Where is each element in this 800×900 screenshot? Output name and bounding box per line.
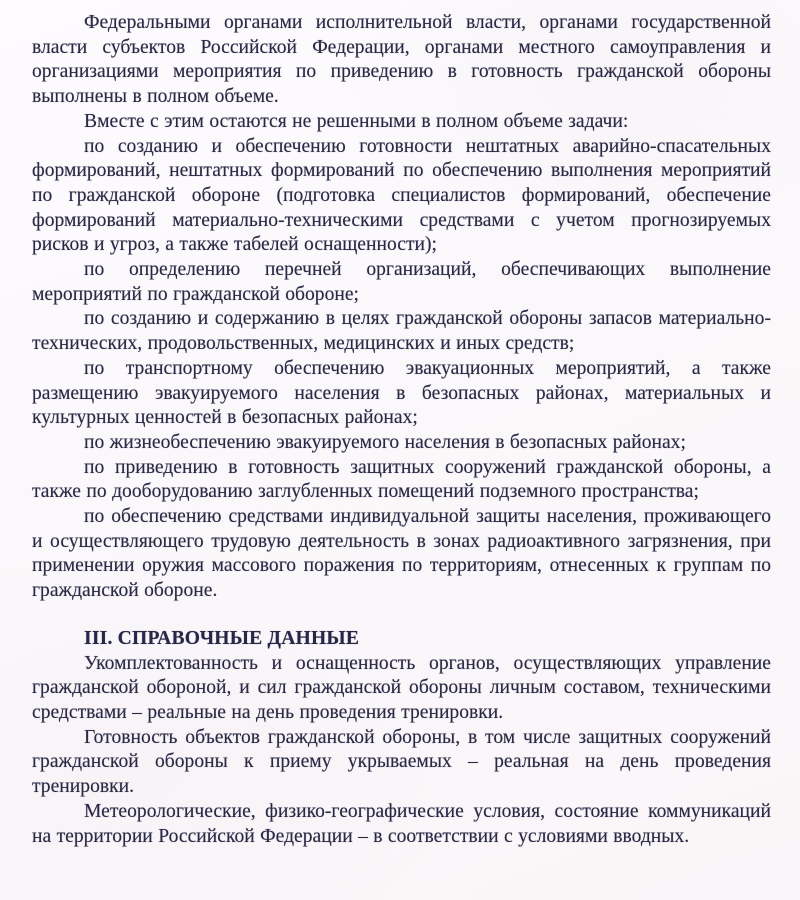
paragraph: по приведению в готовность защитных сооружений гражданской обороны, а также по дооборудованию заглубленных помещений подземного пространства; xyxy=(32,456,771,503)
paragraph: Укомплектованность и оснащенность органов, осуществляющих управление гражданской обороной, и сил гражданской обороны личным составом, техническими средствами – реальные на день проведения тренировки. xyxy=(32,652,771,723)
paragraph: по жизнеобеспечению эвакуируемого населения в безопасных районах; xyxy=(84,431,686,453)
paragraph: Метеорологические, физико-географические условия, состояние коммуникаций на территории Российской Федерации – в соответствии с условиями вводных. xyxy=(32,800,771,847)
paragraph: по транспортному обеспечению эвакуационных мероприятий, а также размещению эвакуируемого населения в безопасных районах, материальных и культурных ценностей в безопасных районах; xyxy=(32,357,771,429)
paragraph: по обеспечению средствами индивидуальной защиты населения, проживающего и осуществляющего трудовую деятельность в зонах радиоактивного загрязнения, при применении оружия массового поражения по территориям, отнесенных к группам по гражданской обороне. xyxy=(32,506,771,602)
document-body xyxy=(32,11,771,849)
paragraph: Федеральными органами исполнительной власти, органами государственной власти субъектов Российской Федерации, органами местного самоуправления и организациями мероприятия по приведению в готовность гражданской обороны выполнены в полном объеме. xyxy=(32,12,771,108)
paragraph: по определению перечней организаций, обеспечивающих выполнение мероприятий по гражданской обороне; xyxy=(32,259,771,305)
paragraph: по созданию и содержанию в целях гражданской обороны запасов материально-технических, продовольственных, медицинских и иных средств; xyxy=(32,308,771,355)
paragraph: Готовность объектов гражданской обороны, в том числе защитных сооружений гражданской обороны к приему укрываемых – реальная на день проведения тренировки. xyxy=(32,726,771,798)
paragraph: Вместе с этим остаются не решенными в полном объеме задачи: xyxy=(84,110,629,132)
paragraph: по созданию и обеспечению готовности нештатных аварийно-спасательных формирований, нештатных формирований по обеспечению выполнения мероприятий по гражданской обороне (подготовка специалистов формирований, обеспечение формирований материально-техническими средствами с учетом прогнозируемых рисков и угроз, а также табелей оснащенности); xyxy=(32,135,771,256)
section-heading: III. СПРАВОЧНЫЕ ДАННЫЕ xyxy=(84,627,360,649)
